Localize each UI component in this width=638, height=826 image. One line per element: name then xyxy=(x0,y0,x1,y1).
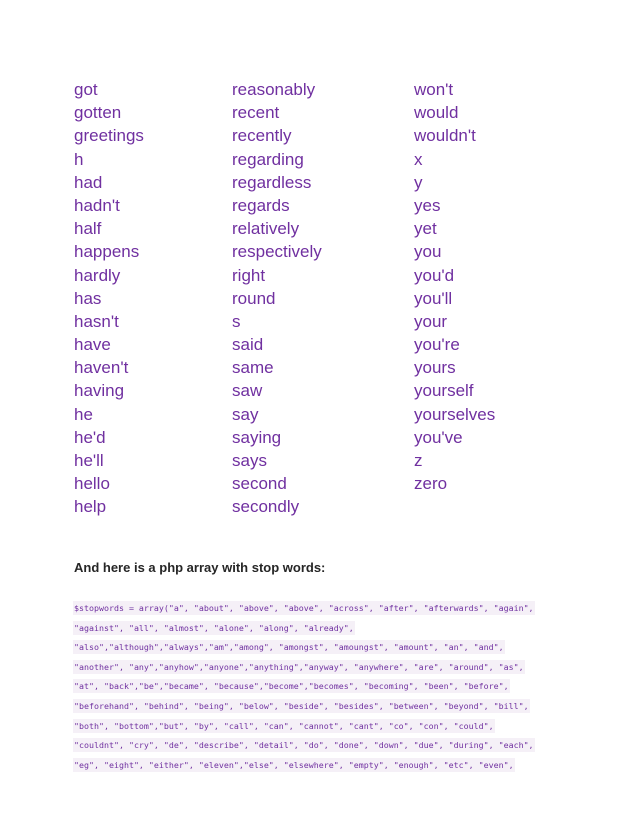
word: had xyxy=(74,172,103,192)
word: he'll xyxy=(74,451,104,470)
code-text: "eg", "eight", "either", "eleven","else", "elsewhere", "empty", "enough", "etc", "even", xyxy=(74,759,514,770)
word: help xyxy=(74,497,107,517)
code-text: "against", "all", "almost", "alone", "along", "already", xyxy=(74,622,354,633)
word: wouldn't xyxy=(414,126,476,146)
word: got xyxy=(74,80,98,99)
code-line xyxy=(73,697,561,717)
word: half xyxy=(74,219,102,239)
word: x xyxy=(414,149,423,169)
word: hadn't xyxy=(74,195,120,215)
code-line xyxy=(73,736,561,756)
word: said xyxy=(232,335,264,355)
word: say xyxy=(232,404,259,424)
word: he xyxy=(74,404,93,424)
word: relatively xyxy=(232,219,300,239)
word: second xyxy=(232,474,287,494)
word: y xyxy=(414,172,423,192)
word: respectively xyxy=(232,242,322,262)
word: reasonably xyxy=(232,80,316,99)
word: hardly xyxy=(74,265,121,285)
word: z xyxy=(414,451,423,470)
word: he'd xyxy=(74,427,106,447)
word: saw xyxy=(232,381,263,401)
word: gotten xyxy=(74,103,122,123)
word: has xyxy=(74,288,102,308)
code-line xyxy=(73,638,561,658)
word: would xyxy=(414,103,459,123)
code-text: "beforehand", "behind", "being", "below", "beside", "besides", "between", "beyond", "bill", xyxy=(74,700,529,711)
word: won't xyxy=(414,80,454,99)
word: yes xyxy=(414,195,441,215)
word: zero xyxy=(414,474,448,494)
word: you'll xyxy=(414,288,453,308)
word: hello xyxy=(74,474,110,494)
code-line xyxy=(73,677,561,697)
word: s xyxy=(232,311,241,331)
word: hasn't xyxy=(74,311,119,331)
word: regards xyxy=(232,195,290,215)
code-text: "at", "back","be","became", "because","become","becomes", "becoming", "been", "before", xyxy=(74,681,509,692)
word: have xyxy=(74,335,111,355)
word: yourself xyxy=(414,381,474,401)
word: yours xyxy=(414,358,456,378)
code-text: "another", "any","anyhow","anyone","anything","anyway", "anywhere", "are", "around", "as", xyxy=(74,661,524,672)
word: having xyxy=(74,381,125,401)
word: secondly xyxy=(232,497,300,517)
word: regarding xyxy=(232,149,304,169)
word: greetings xyxy=(74,126,144,146)
word-column-3 xyxy=(414,78,495,495)
word-column-1 xyxy=(74,78,144,519)
code-line xyxy=(73,619,561,639)
word: says xyxy=(232,451,267,470)
word: round xyxy=(232,288,276,308)
code-line xyxy=(73,717,561,737)
code-text: $stopwords = array("a", "about", "above", "above", "across", "after", "afterwards", "again", xyxy=(74,603,534,613)
word: you've xyxy=(414,427,463,447)
code-line xyxy=(73,756,561,776)
word: right xyxy=(232,265,266,285)
section-heading: And here is a php array with stop words: xyxy=(74,560,326,575)
code-line xyxy=(73,599,561,619)
word-column-2 xyxy=(232,78,322,519)
word: h xyxy=(74,149,84,169)
word: same xyxy=(232,358,274,378)
word: yourselves xyxy=(414,404,496,424)
word: your xyxy=(414,311,448,331)
word: you'd xyxy=(414,265,455,285)
word: saying xyxy=(232,427,282,447)
php-code-block xyxy=(73,599,561,775)
word: haven't xyxy=(74,358,129,378)
word: happens xyxy=(74,242,140,262)
code-line xyxy=(73,658,561,678)
word: you xyxy=(414,242,442,262)
code-text: "both", "bottom","but", "by", "call", "can", "cannot", "cant", "co", "con", "could", xyxy=(74,720,494,731)
word: regardless xyxy=(232,172,312,192)
word: recent xyxy=(232,103,280,123)
word: yet xyxy=(414,219,437,239)
code-text: "also","although","always","am","among", "amongst", "amoungst", "amount", "an", "and", xyxy=(74,642,504,653)
word: recently xyxy=(232,126,292,146)
word: you're xyxy=(414,335,460,355)
code-text: "couldnt", "cry", "de", "describe", "detail", "do", "done", "down", "due", "during", "each", xyxy=(74,740,534,751)
